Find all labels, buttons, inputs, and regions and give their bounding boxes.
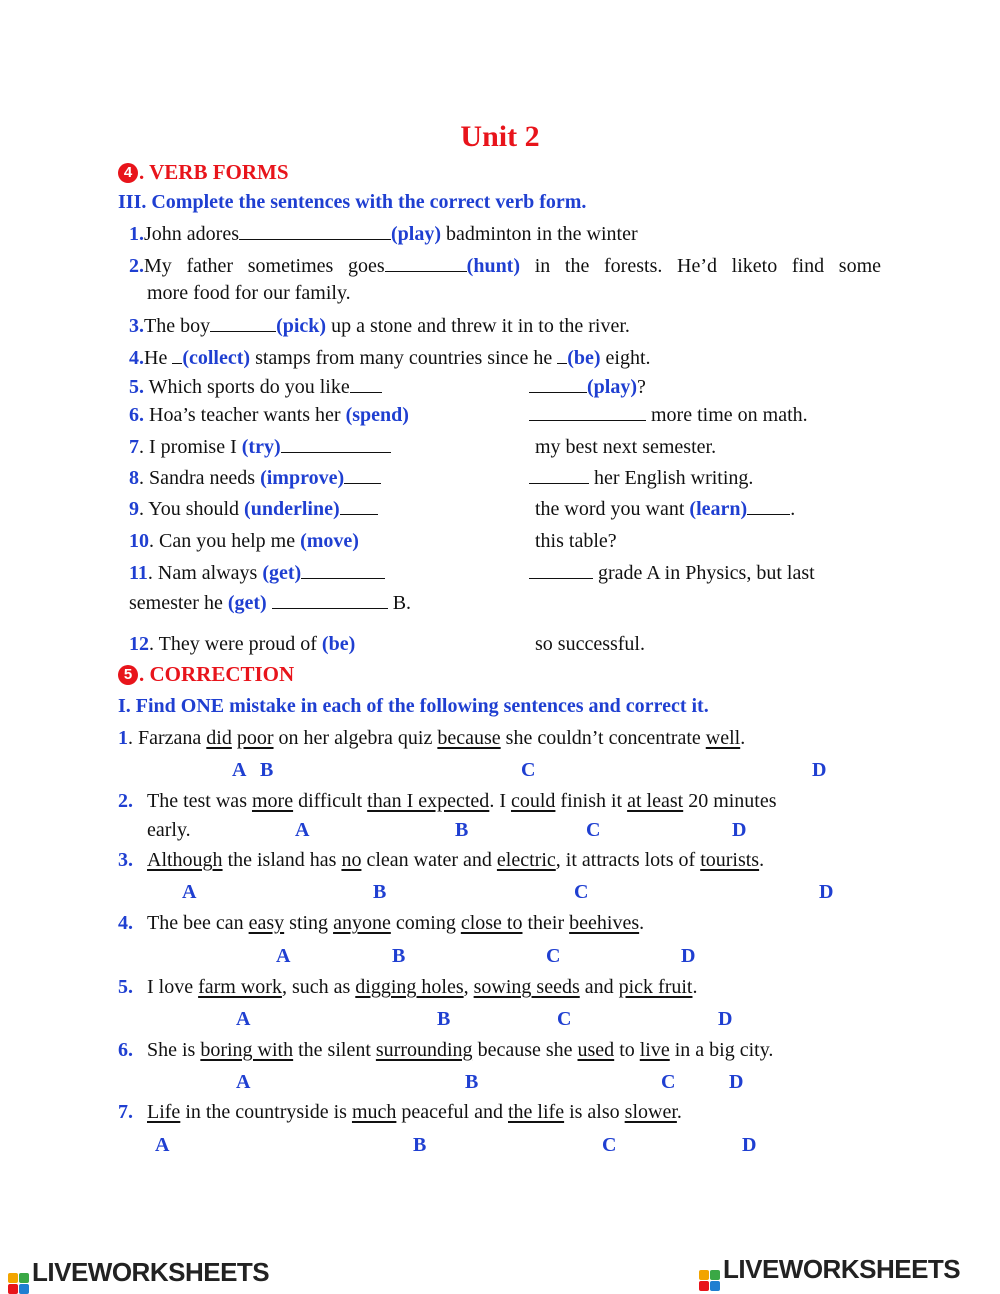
option-c[interactable]: C — [557, 1008, 572, 1030]
option-b[interactable]: B — [455, 819, 469, 841]
section-heading-verb-forms — [118, 160, 289, 185]
question-2: 2.My father sometimes goes (hunt) in the forests. He’d liketo find some — [129, 255, 882, 277]
option-d[interactable]: D — [729, 1071, 744, 1093]
correction-sentence-3: 3. Although the island has no clean water and electric, it attracts lots of tourists. — [118, 849, 765, 871]
answer-blank[interactable] — [239, 224, 391, 240]
answer-blank[interactable] — [172, 348, 182, 364]
option-c[interactable]: C — [602, 1134, 617, 1156]
question-9: 9. You should (underline) — [129, 498, 378, 521]
liveworksheets-logo-right: LIVEWORKSHEETS — [699, 1254, 960, 1291]
question-10: 10. Can you help me (move) — [129, 530, 359, 552]
option-a[interactable]: A — [236, 1008, 251, 1030]
answer-blank[interactable] — [529, 563, 593, 579]
question-8-right: her English writing. — [529, 467, 753, 490]
option-c[interactable]: C — [661, 1071, 676, 1093]
question-12-right: so successful. — [535, 633, 645, 655]
instruction-verb-forms: III. Complete the sentences with the correct verb form. — [118, 191, 587, 213]
option-b[interactable]: B — [260, 759, 274, 781]
option-a[interactable]: A — [276, 945, 291, 967]
question-12: 12. They were proud of (be) — [129, 633, 356, 655]
question-7-right: my best next semester. — [535, 436, 717, 458]
option-a[interactable]: A — [232, 759, 247, 781]
logo-blocks-icon — [699, 1270, 720, 1291]
answer-blank[interactable] — [529, 468, 589, 484]
option-d[interactable]: D — [718, 1008, 733, 1030]
correction-sentence-2-continued: early. — [147, 819, 191, 841]
correction-sentence-5: 5. I love farm work, such as digging holes, sowing seeds and pick fruit. — [118, 976, 698, 998]
question-6-right: more time on math. — [529, 404, 808, 427]
answer-blank[interactable] — [385, 256, 467, 272]
liveworksheets-logo-left: LIVEWORKSHEETS — [8, 1257, 269, 1294]
option-c[interactable]: C — [574, 881, 589, 903]
option-c[interactable]: C — [521, 759, 536, 781]
section-heading-correction — [118, 662, 294, 687]
correction-sentence-4: 4. The bee can easy sting anyone coming close to their beehives. — [118, 912, 645, 934]
option-a[interactable]: A — [236, 1071, 251, 1093]
question-9-right: the word you want (learn) . — [535, 498, 796, 520]
question-2-continued: more food for our family. — [147, 282, 351, 304]
question-3: 3.The boy (pick) up a stone and threw it in to the river. — [129, 315, 630, 337]
option-a[interactable]: A — [295, 819, 310, 841]
answer-blank[interactable] — [344, 468, 381, 484]
question-5-right: (play)? — [529, 376, 646, 399]
option-b[interactable]: B — [465, 1071, 479, 1093]
option-d[interactable]: D — [812, 759, 827, 781]
answer-blank[interactable] — [350, 377, 382, 393]
option-d[interactable]: D — [732, 819, 747, 841]
question-11: 11. Nam always (get) — [129, 562, 385, 585]
option-c[interactable]: C — [586, 819, 601, 841]
question-7: 7. I promise I (try) — [129, 436, 391, 459]
question-11-right: grade A in Physics, but last — [529, 562, 815, 585]
page-title: Unit 2 — [460, 120, 540, 153]
option-c[interactable]: C — [546, 945, 561, 967]
question-1: 1.John adores (play) badminton in the winter — [129, 223, 638, 245]
option-b[interactable]: B — [413, 1134, 427, 1156]
instruction-correction: I. Find ONE mistake in each of the following sentences and correct it. — [118, 695, 709, 717]
section-number-badge: 4 — [118, 163, 138, 183]
question-4: 4.He (collect) stamps from many countries since he (be) eight. — [129, 347, 651, 369]
question-11-continued: semester he (get) B. — [129, 592, 412, 614]
section-title: . CORRECTION — [139, 662, 295, 686]
option-d[interactable]: D — [742, 1134, 757, 1156]
section-title: . VERB FORMS — [139, 160, 289, 184]
question-10-right: this table? — [535, 530, 617, 552]
option-d[interactable]: D — [681, 945, 696, 967]
answer-blank[interactable] — [529, 377, 587, 393]
answer-blank[interactable] — [340, 499, 378, 515]
answer-blank[interactable] — [529, 405, 646, 421]
answer-blank[interactable] — [281, 437, 391, 453]
section-number-badge: 5 — [118, 665, 138, 685]
question-8: 8. Sandra needs (improve) — [129, 467, 381, 490]
correction-sentence-7: 7. Life in the countryside is much peaceful and the life is also slower. — [118, 1101, 682, 1123]
question-5: 5. Which sports do you like — [129, 376, 382, 399]
question-6: 6. Hoa’s teacher wants her (spend) — [129, 404, 409, 426]
answer-blank[interactable] — [301, 563, 385, 579]
answer-blank[interactable] — [747, 499, 790, 515]
option-b[interactable]: B — [437, 1008, 451, 1030]
correction-sentence-2: 2. The test was more difficult than I expected. I could finish it at least 20 minutes — [118, 790, 777, 812]
correction-sentence-1: 1. Farzana did poor on her algebra quiz because she couldn’t concentrate well. — [118, 727, 746, 749]
option-b[interactable]: B — [373, 881, 387, 903]
answer-blank[interactable] — [210, 316, 276, 332]
answer-blank[interactable] — [272, 593, 388, 609]
answer-blank[interactable] — [557, 348, 567, 364]
option-a[interactable]: A — [182, 881, 197, 903]
correction-sentence-6: 6. She is boring with the silent surrounding because she used to live in a big city. — [118, 1039, 774, 1061]
option-b[interactable]: B — [392, 945, 406, 967]
option-d[interactable]: D — [819, 881, 834, 903]
option-a[interactable]: A — [155, 1134, 170, 1156]
